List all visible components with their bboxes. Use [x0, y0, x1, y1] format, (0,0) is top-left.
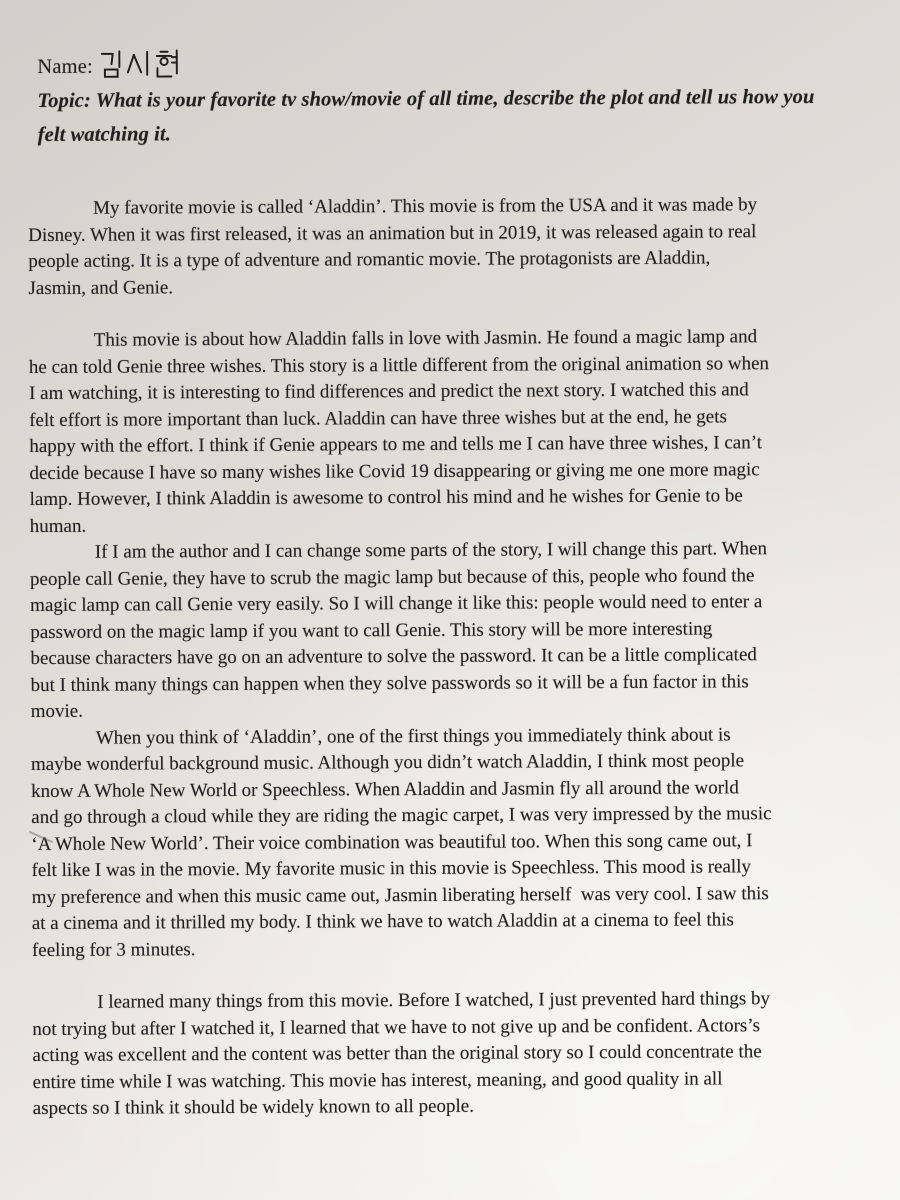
name-label: Name:: [37, 55, 94, 78]
essay-line: magic lamp can call Genie very easily. So I will change it like this: people would need to enter a: [30, 591, 763, 617]
essay-paragraph: [28, 192, 896, 303]
name-line: [37, 46, 894, 84]
essay-line: but I think many things can happen when they solve passwords so it will be a fun factor in this: [30, 670, 749, 696]
essay-line: Disney. When it was first released, it was an animation but in 2019, it was released again to real: [28, 220, 757, 246]
essay-line: and go through a cloud while they are riding the magic carpet, I was very impressed by the music: [31, 803, 772, 829]
essay-paragraph: [32, 985, 900, 1122]
essay-line: feeling for 3 minutes.: [31, 938, 196, 961]
essay-line: aspects so I think it should be widely known to all people.: [32, 1095, 474, 1120]
essay-paragraph: [31, 721, 899, 964]
topic-line-1: Topic: What is your favorite tv show/movie of all time, describe the plot and tell us how you: [37, 85, 815, 112]
essay-line: entire time while I was watching. This movie has interest, meaning, and good quality in all: [32, 1067, 723, 1093]
essay-line: people call Genie, they have to scrub the magic lamp but because of this, people who found the: [29, 564, 755, 590]
essay-line: because characters have go on an adventure to solve the password. It can be a little complicated: [30, 644, 757, 670]
essay-line: I am watching, it is interesting to find differences and predict the next story. I watched this and: [28, 379, 749, 405]
essay-line: not trying but after I watched it, I learned that we have to not give up and be confident. Actors’s: [32, 1014, 761, 1040]
student-name-text: [179, 49, 180, 50]
essay-line: felt effort is more important than luck. Aladdin can have three wishes but at the end, he gets: [29, 405, 727, 431]
essay-line: happy with the effort. I think if Genie appears to me and tells me I can have three wishes, I can’t: [29, 432, 763, 458]
essay-line: human.: [29, 515, 87, 537]
student-name-hangul-glyph: [99, 49, 179, 78]
essay-header: [37, 46, 895, 152]
essay-line: movie.: [30, 700, 84, 723]
essay-line: I learned many things from this movie. Before I watched, I just prevented hard things by: [97, 988, 771, 1013]
essay-line: know A Whole New World or Speechless. When Aladdin and Jasmin fly all around the world: [31, 776, 739, 802]
essay-line: When you think of ‘Aladdin’, one of the first things you immediately think about is: [95, 723, 731, 749]
essay-line: lamp. However, I think Aladdin is awesome to control his mind and he wishes for Genie to be: [29, 485, 743, 511]
essay-line: ‘A Whole New World’. Their voice combination was beautiful too. When this song came out, I: [31, 829, 753, 855]
essay-line: If I am the author and I can change some parts of the story, I will change this part. When: [94, 538, 768, 563]
essay-paragraph: [30, 536, 898, 726]
essay-line: felt like I was in the movie. My favorite music in this movie is Speechless. This mood is really: [31, 856, 752, 882]
essay-body: [28, 192, 900, 1123]
essay-line: maybe wonderful background music. Although you didn’t watch Aladdin, I think most people: [30, 750, 745, 776]
essay-line: This movie is about how Aladdin falls in love with Jasmin. He found a magic lamp and: [93, 326, 758, 351]
essay-line: people acting. It is a type of adventure and romantic movie. The protagonists are Aladdin,: [28, 247, 711, 273]
essay-line: at a cinema and it thrilled my body. I think we have to watch Aladdin at a cinema to feel this: [31, 909, 734, 935]
essay-line: acting was excellent and the content was better than the original story so I could concentrate the: [32, 1041, 762, 1067]
topic-line-2: felt watching it.: [37, 123, 171, 146]
essay-line: Jasmin, and Genie.: [28, 276, 174, 299]
essay-line: decide because I have so many wishes like Covid 19 disappearing or giving me one more magic: [29, 458, 760, 484]
essay-line: My favorite movie is called ‘Aladdin’. This movie is from the USA and it was made by: [93, 194, 758, 219]
essay-line: password on the magic lamp if you want to call Genie. This story will be more interesting: [30, 617, 713, 643]
essay-line: my preference and when this music came out, Jasmin liberating herself was very cool. I saw this: [31, 882, 769, 908]
essay-paragraph: [29, 324, 897, 541]
essay-line: he can told Genie three wishes. This story is a little different from the original animation so when: [28, 352, 770, 378]
